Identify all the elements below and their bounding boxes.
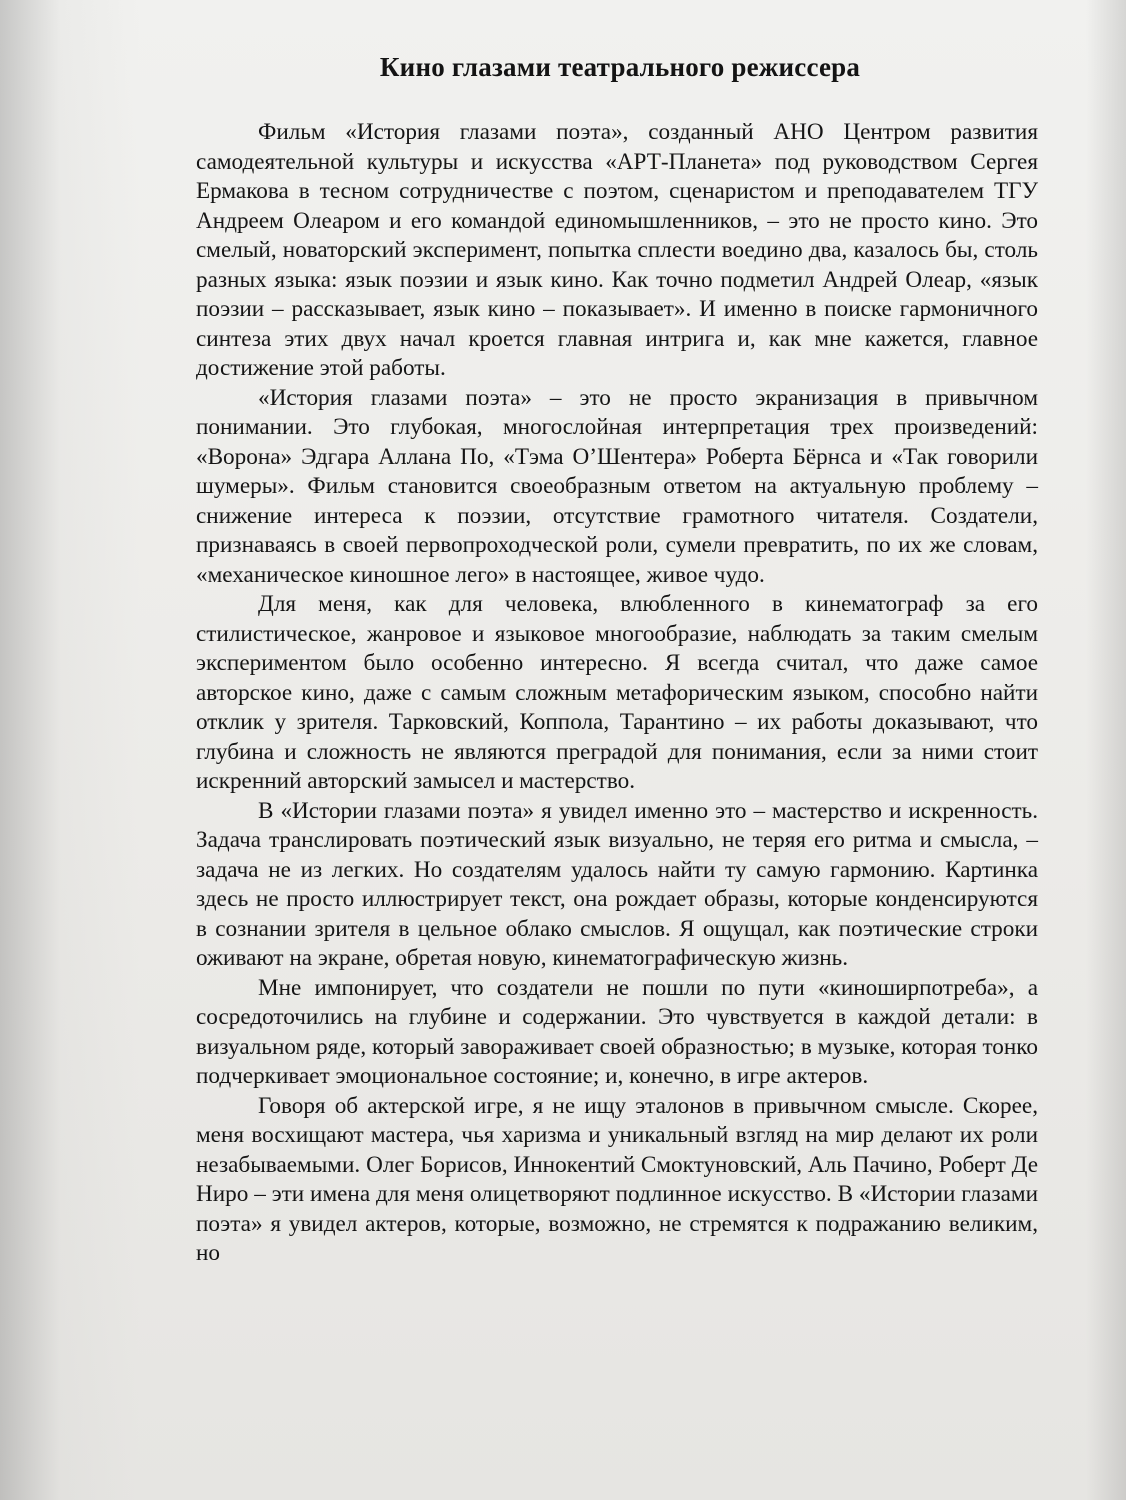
paragraph-2: «История глазами поэта» – это не просто экранизация в привычном понимании. Это глубокая, многослойная интерпретация трех произведений: «Ворона» Эдгара Аллана По, «Тэма О’Шентера» Роберта Бёрнса и «Так говорили шумеры». Фильм становится своеобразным ответом на актуальную проблему – снижение интереса к поэзии, отсутствие грамотного читателя. Создатели, признаваясь в своей первопроходческой роли, сумели превратить, по их же словам, «механическое киношное лего» в настоящее, живое чудо.: [196, 384, 1038, 588]
paragraph-3: Для меня, как для человека, влюбленного в кинематограф за его стилистическое, жанровое и языковое многообразие, наблюдать за таким смелым экспериментом было особенно интересно. Я всегда считал, что даже самое авторское кино, даже с самым сложным метафорическим языком, способно найти отклик у зрителя. Тарковский, Коппола, Тарантино – их работы доказывают, что глубина и сложность не являются преградой для понимания, если за ними стоит искренний авторский замысел и мастерство.: [196, 591, 1038, 794]
paragraph-4: В «Истории глазами поэта» я увидел именно это – мастерство и искренность. Задача транслировать поэтический язык визуально, не теряя его ритма и смысла, – задача не из легких. Но создателям удалось найти ту самую гармонию. Картинка здесь не просто иллюстрирует текст, она рождает образы, которые конденсируются в сознании зрителя в цельное облако смыслов. Я ощущал, как поэтические строки оживают на экране, обретая новую, кинематографическую жизнь.: [196, 797, 1038, 971]
paragraph-6: Говоря об актерской игре, я не ищу эталонов в привычном смысле. Скорее, меня восхищают мастера, чья харизма и уникальный взгляд на мир делают их роли незабываемыми. Олег Борисов, Иннокентий Смоктуновский, Аль Пачино, Роберт Де Ниро – эти имена для меня олицетворяют подлинное искусство. В «Истории глазами поэта» я увидел актеров, которые, возможно, не стремятся к подражанию великим, но: [196, 1092, 1038, 1266]
paragraph-5: Мне импонирует, что создатели не пошли по пути «киноширпотреба», а сосредоточились на глубине и содержании. Это чувствуется в каждой детали: в визуальном ряде, который завораживает своей образностью; в музыке, которая тонко подчеркивает эмоциональное состояние; и, конечно, в игре актеров.: [196, 974, 1038, 1089]
paragraph-1: Фильм «История глазами поэта», созданный АНО Центром развития самодеятельной культуры и искусства «АРТ-Планета» под руководством Сергея Ермакова в тесном сотрудничестве с поэтом, сценаристом и преподавателем ТГУ Андреем Олеаром и его командой единомышленников, – это не просто кино. Это смелый, новаторский эксперимент, попытка сплести воедино два, казалось бы, столь разных языка: язык поэзии и язык кино. Как точно подметил Андрей Олеар, «язык поэзии – рассказывает, язык кино – показывает». И именно в поиске гармоничного синтеза этих двух начал кроется главная интрига и, как мне кажется, главное достижение этой работы.: [196, 119, 1038, 381]
document-body: [196, 118, 1038, 1269]
document-title: Кино глазами театрального режиссера: [379, 52, 861, 82]
